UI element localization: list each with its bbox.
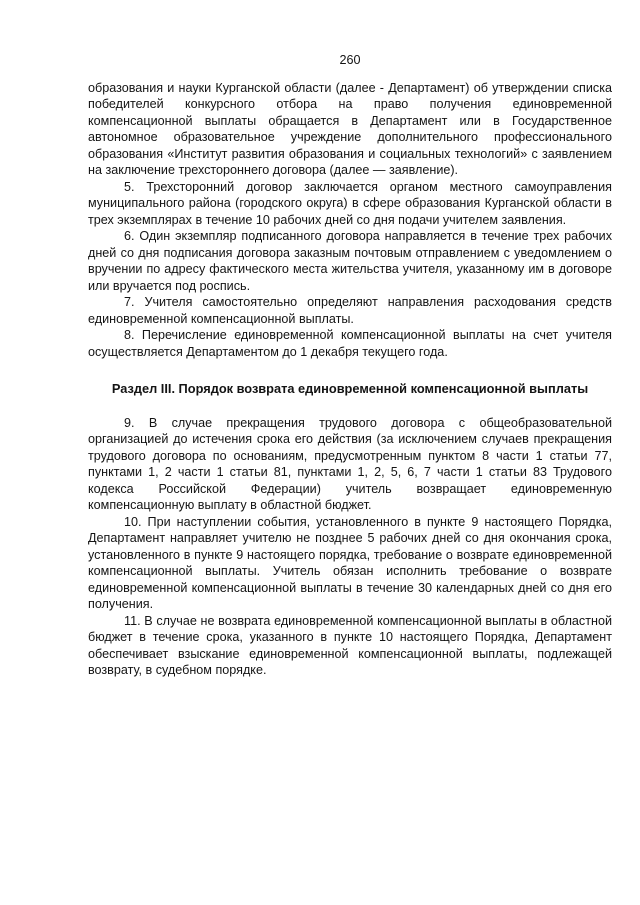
paragraph-item-10: 10. При наступлении события, установленного в пункте 9 настоящего Порядка, Департамент направляет учителю не позднее 5 рабочих дней со дня окончания срока, установленного в пункте 9 настоящего порядка, требование о возврате единовременной компенсационной выплаты. Учитель обязан исполнить требование о возврате единовременной компенсационной выплаты в течение 30 календарных дней со дня его получения. — [88, 514, 612, 611]
paragraph-item-11: 11. В случае не возврата единовременной компенсационной выплаты в областной бюджет в течение срока, указанного в пункте 10 настоящего Порядка, Департамент обеспечивает взыскание единовременной компенсационной выплаты, подлежащей возврату, в судебном порядке. — [88, 613, 612, 677]
paragraph-continuation: образования и науки Курганской области (далее - Департамент) об утверждении списка победителей конкурсного отбора на право получения единовременной компенсационной выплаты обращается в Департамент или в Государственное автономное образовательное учреждение дополнительного профессионального образования «Институт развития образования и социальных технологий» с заявлением на заключение трехстороннего договора (далее — заявление). — [88, 80, 612, 177]
paragraph-item-5: 5. Трехсторонний договор заключается органом местного самоуправления муниципального района (городского округа) в сфере образования Курганской области в трех экземплярах в течение 10 рабочих дней со дня подачи учителем заявления. — [88, 179, 612, 227]
paragraph-item-8: 8. Перечисление единовременной компенсационной выплаты на счет учителя осуществляется Департаментом до 1 декабря текущего года. — [88, 328, 612, 359]
document-page — [88, 52, 612, 679]
paragraph-item-9: 9. В случае прекращения трудового договора с общеобразовательной организацией до истечения срока его действия (за исключением случаев прекращения трудового договора по основаниям, предусмотренным пунктом 8 части 1 статьи 77, пунктами 1, 2 части 1 статьи 81, пунктами 1, 2, 5, 6, 7 части 1 статьи 83 Трудового кодекса Российской Федерации) учитель возвращает единовременную компенсационную выплату в областной бюджет. — [88, 415, 612, 512]
section-heading: Раздел III. Порядок возврата единовременной компенсационной выплаты — [111, 381, 589, 396]
page-number: 260 — [339, 53, 361, 67]
paragraph-item-7: 7. Учителя самостоятельно определяют направления расходования средств единовременной компенсационной выплаты. — [88, 295, 612, 326]
paragraph-item-6: 6. Один экземпляр подписанного договора направляется в течение трех рабочих дней со дня подписания договора заказным почтовым отправлением с уведомлением о вручении по адресу фактического места жительства учителя, указанному им в договоре или вручается под роспись. — [88, 229, 612, 293]
